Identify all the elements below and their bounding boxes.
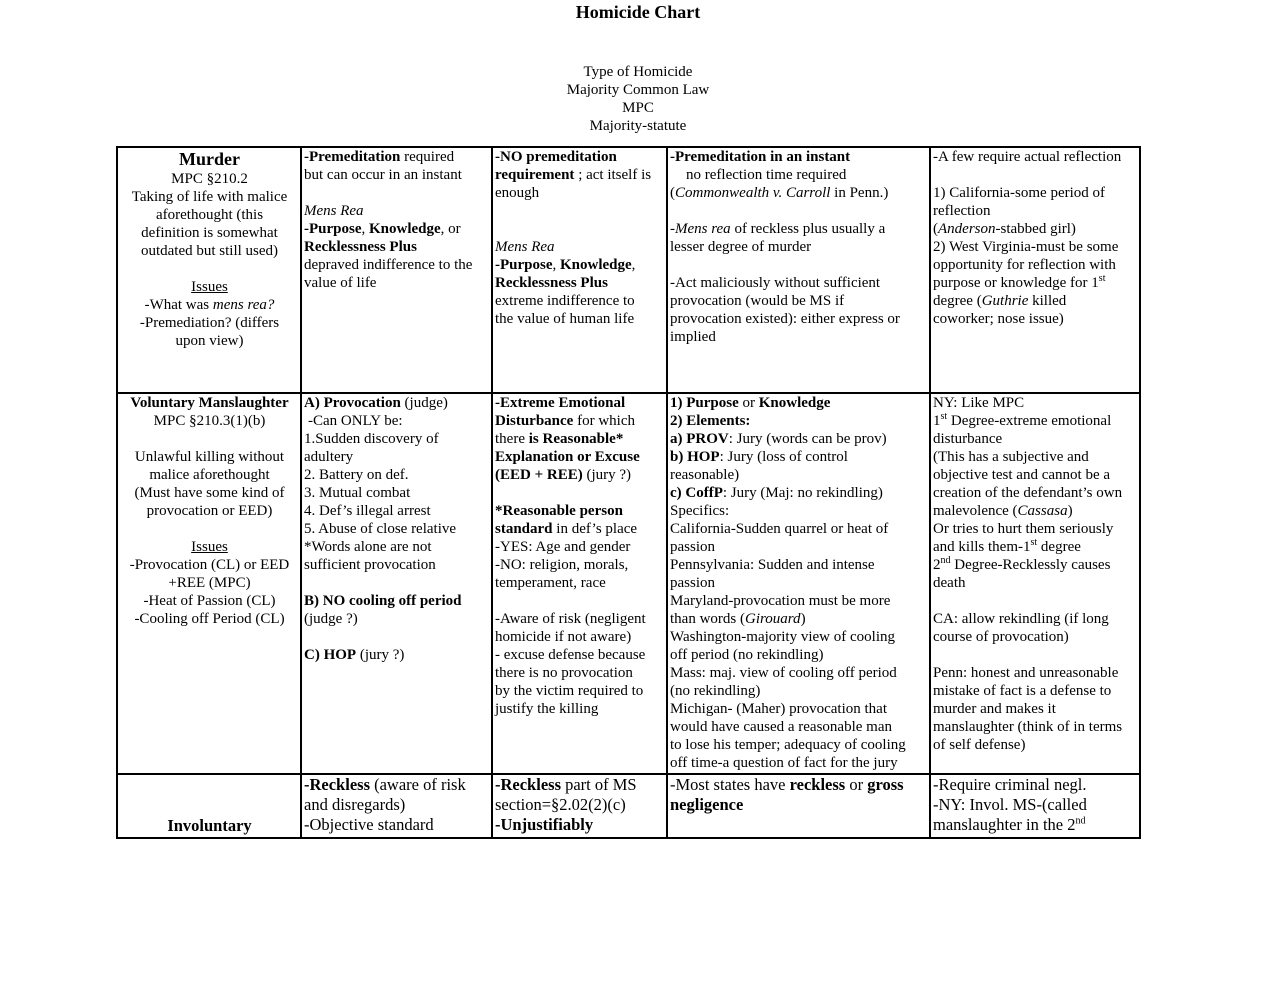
murder-section: MPC §210.2 [171,171,248,187]
involuntary-heading: Involuntary [167,816,252,835]
cell-voluntary-statute: 1) Purpose or Knowledge 2) Elements: a) PROV: Jury (words can be prov) b) HOP: Jury (loss of control reasonable) c) CoffP: Jury (Maj: no rekindling) Specifics: California-Sudden quarrel or heat of passion Pennsylvania: Sudden and intense passion Maryland-provocation must be more than words (Girouard) Washington-majority view of cooling off period (no rekindling) Mass: maj. view of cooling off period (no rekindling) Michigan- (Maher) provocation that would have caused a reasonable man to lose his temper; adequacy of cooling off time-a question of fact for the jury [667,393,930,774]
voluntary-heading: Voluntary Manslaughter [130,395,289,411]
document-title: Homicide Chart [575,2,701,22]
murder-issues-label: Issues [191,279,228,295]
murder-def-line: Taking of life with malice [131,189,288,205]
column-legend [0,63,1276,135]
cell-voluntary-type: Voluntary Manslaughter MPC §210.3(1)(b) Unlawful killing without malice aforethought (Must have some kind of provocation or EED) Issues -Provocation (CL) or EED +REE (MPC) -Heat of Passion (CL) -Cooling off Period (CL) [117,393,301,774]
murder-issue-2: upon view) [175,333,244,349]
cell-involuntary-type [117,774,301,838]
mens-rea-label: Mens Rea [304,203,364,219]
cell-involuntary-mpc: -Reckless part of MS section=§2.02(2)(c) -Unjustifiably [492,774,667,838]
cell-murder-common-law: -Premeditation required but can occur in an instant Mens Rea -Purpose, Knowledge, or Recklessness Plus depraved indifference to the value of life [301,147,492,393]
murder-def-line: outdated but still used) [140,243,279,259]
legend-mpc: MPC [622,100,654,116]
cell-involuntary-common-law: -Reckless (aware of risk and disregards) -Objective standard [301,774,492,838]
legend-common-law: Majority Common Law [566,82,710,98]
cell-involuntary-notes: -Require criminal negl. -NY: Invol. MS-(called manslaughter in the 2nd [930,774,1140,838]
voluntary-section: MPC §210.3(1)(b) [153,413,266,429]
cell-murder-statute: -Premeditation in an instant no reflection time required (Commonwealth v. Carroll in Penn.) -Mens rea of reckless plus usually a lesser degree of murder -Act maliciously without sufficient provocation (would be MS if provocation existed): either express or implied [667,147,930,393]
murder-def-line: definition is somewhat [141,225,278,241]
murder-def-line: aforethought (this [155,207,264,223]
table-row-murder [117,147,1140,393]
cell-murder-mpc: -NO premeditation requirement ; act itself is enough Mens Rea -Purpose, Knowledge, Recklessness Plus extreme indifference to the value of human life [492,147,667,393]
murder-heading: Murder [179,149,240,169]
table-row-voluntary [117,393,1140,774]
homicide-table [116,146,1141,839]
table-row-involuntary [117,774,1140,838]
cell-murder-notes: -A few require actual reflection 1) California-some period of reflection (Anderson-stabbed girl) 2) West Virginia-must be some opportunity for reflection with purpose or knowledge for 1st degree (Guthrie killed coworker; nose issue) [930,147,1140,393]
cell-involuntary-statute: -Most states have reckless or gross negligence [667,774,930,838]
voluntary-issues-label: Issues [191,539,228,555]
mens-rea-label: Mens Rea [495,239,555,255]
cell-murder-type [117,147,301,393]
legend-statute: Majority-statute [589,118,687,134]
cell-voluntary-notes: NY: Like MPC 1st Degree-extreme emotional disturbance (This has a subjective and objective test and cannot be a creation of the defendant’s own malevolence (Cassasa) Or tries to hurt them seriously and kills them-1st degree 2nd Degree-Recklessly causes death CA: allow rekindling (if long course of provocation) Penn: honest and unreasonable mistake of fact is a defense to murder and makes it manslaughter (think of in terms of self defense) [930,393,1140,774]
legend-type: Type of Homicide [583,64,693,80]
murder-issue-2: -Premediation? (differs [139,315,280,331]
cell-voluntary-common-law: A) Provocation (judge) -Can ONLY be: 1.Sudden discovery of adultery 2. Battery on def. 3. Mutual combat 4. Def’s illegal arrest 5. Abuse of close relative *Words alone are not sufficient provocation B) NO cooling off period (judge ?) C) HOP (jury ?) [301,393,492,774]
murder-issue-1: -What was mens rea? [144,297,275,313]
cell-voluntary-mpc: -Extreme Emotional Disturbance for which there is Reasonable* Explanation or Excuse (EED + REE) (jury ?) *Reasonable person standard in def’s place -YES: Age and gender -NO: religion, morals, temperament, race -Aware of risk (negligent homicide if not aware) - excuse defense because there is no provocation by the victim required to justify the killing [492,393,667,774]
